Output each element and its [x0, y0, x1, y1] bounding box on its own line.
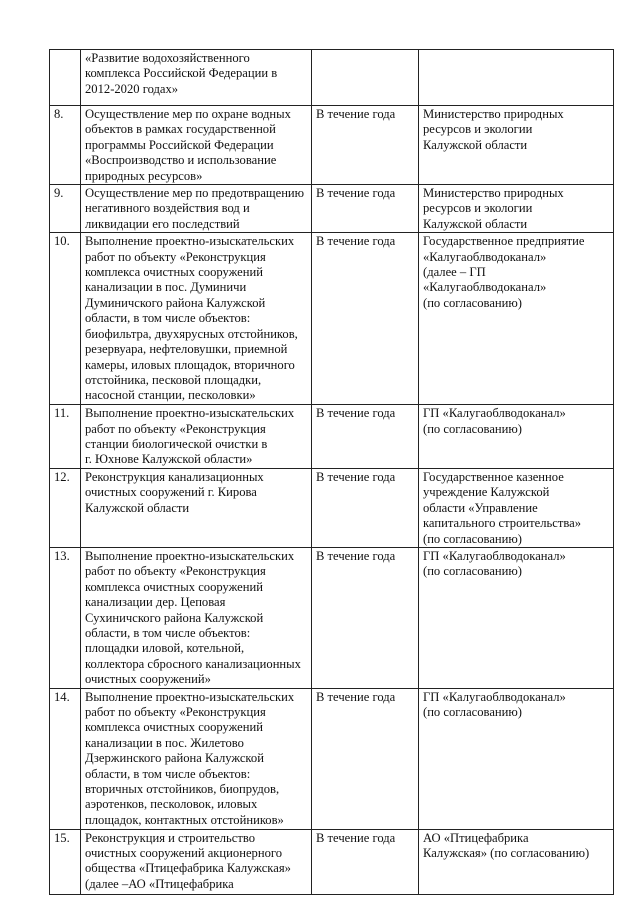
activity-text: Осуществление мер по охране водных объектов в рамках государственной программы Российской Федерации «Воспроизводство и использование природных ресурсов»: [81, 106, 312, 185]
activity-text: Выполнение проектно-изыскательских работ по объекту «Реконструкция комплекса очистных сооружений канализации дер. Цеповая Сухиничского района Калужской области, в том числе объектов: площадки иловой, котельной, коллектора сбросного канализационных очистных сооружений»: [81, 547, 312, 688]
table-row: [50, 50, 614, 106]
row-number: 12.: [50, 468, 81, 547]
table-row: [50, 547, 614, 688]
table-row: [50, 233, 614, 405]
table-row: [50, 688, 614, 829]
deadline: В течение года: [312, 185, 419, 233]
deadline: В течение года: [312, 468, 419, 547]
row-number: 10.: [50, 233, 81, 405]
activity-text: Выполнение проектно-изыскательских работ по объекту «Реконструкция комплекса очистных сооружений канализации в пос. Жилетово Дзержинского района Калужской области, в том числе объектов: вторичных отстойников, биопрудов, аэротенков, песколовок, иловых площадок, контактных отстойников»: [81, 688, 312, 829]
responsible-party: Министерство природных ресурсов и экологии Калужской области: [419, 106, 614, 185]
responsible-party: АО «Птицефабрика Калужская» (по согласованию): [419, 829, 614, 894]
row-number: 11.: [50, 405, 81, 469]
table-row: [50, 106, 614, 185]
table-row: [50, 829, 614, 894]
responsible-party: ГП «Калугаоблводоканал» (по согласованию): [419, 405, 614, 469]
deadline: В течение года: [312, 106, 419, 185]
deadline: В течение года: [312, 547, 419, 688]
row-number: [50, 50, 81, 106]
deadline: [312, 50, 419, 106]
responsible-party: [419, 50, 614, 106]
activity-text: Реконструкция канализационных очистных сооружений г. Кирова Калужской области: [81, 468, 312, 547]
deadline: В течение года: [312, 688, 419, 829]
responsible-party: Министерство природных ресурсов и экологии Калужской области: [419, 185, 614, 233]
table-row: [50, 185, 614, 233]
responsible-party: ГП «Калугаоблводоканал» (по согласованию): [419, 688, 614, 829]
activity-text: Выполнение проектно-изыскательских работ по объекту «Реконструкция станции биологической очистки в г. Юхнове Калужской области»: [81, 405, 312, 469]
deadline: В течение года: [312, 233, 419, 405]
row-number: 8.: [50, 106, 81, 185]
activities-table: [49, 49, 614, 895]
activity-text: Выполнение проектно-изыскательских работ по объекту «Реконструкция комплекса очистных сооружений канализации в пос. Думиничи Думиничского района Калужской области, в том числе объектов: биофильтра, двухярусных отстойников, резервуара, нефтеловушки, приемной камеры, иловых площадок, вторичного отстойника, песковой площадки, насосной станции, песколовки»: [81, 233, 312, 405]
activity-text: «Развитие водохозяйственного комплекса Российской Федерации в 2012-2020 годах»: [81, 50, 312, 106]
row-number: 9.: [50, 185, 81, 233]
responsible-party: Государственное казенное учреждение Калужской области «Управление капитального строительства» (по согласованию): [419, 468, 614, 547]
responsible-party: ГП «Калугаоблводоканал» (по согласованию): [419, 547, 614, 688]
deadline: В течение года: [312, 829, 419, 894]
deadline: В течение года: [312, 405, 419, 469]
table-row: [50, 468, 614, 547]
row-number: 13.: [50, 547, 81, 688]
activity-text: Реконструкция и строительство очистных сооружений акционерного общества «Птицефабрика Калужская» (далее –АО «Птицефабрика: [81, 829, 312, 894]
activity-text: Осуществление мер по предотвращению негативного воздействия вод и ликвидации его последствий: [81, 185, 312, 233]
row-number: 15.: [50, 829, 81, 894]
row-number: 14.: [50, 688, 81, 829]
responsible-party: Государственное предприятие «Калугаоблводоканал» (далее – ГП «Калугаоблводоканал» (по согласованию): [419, 233, 614, 405]
table-row: [50, 405, 614, 469]
